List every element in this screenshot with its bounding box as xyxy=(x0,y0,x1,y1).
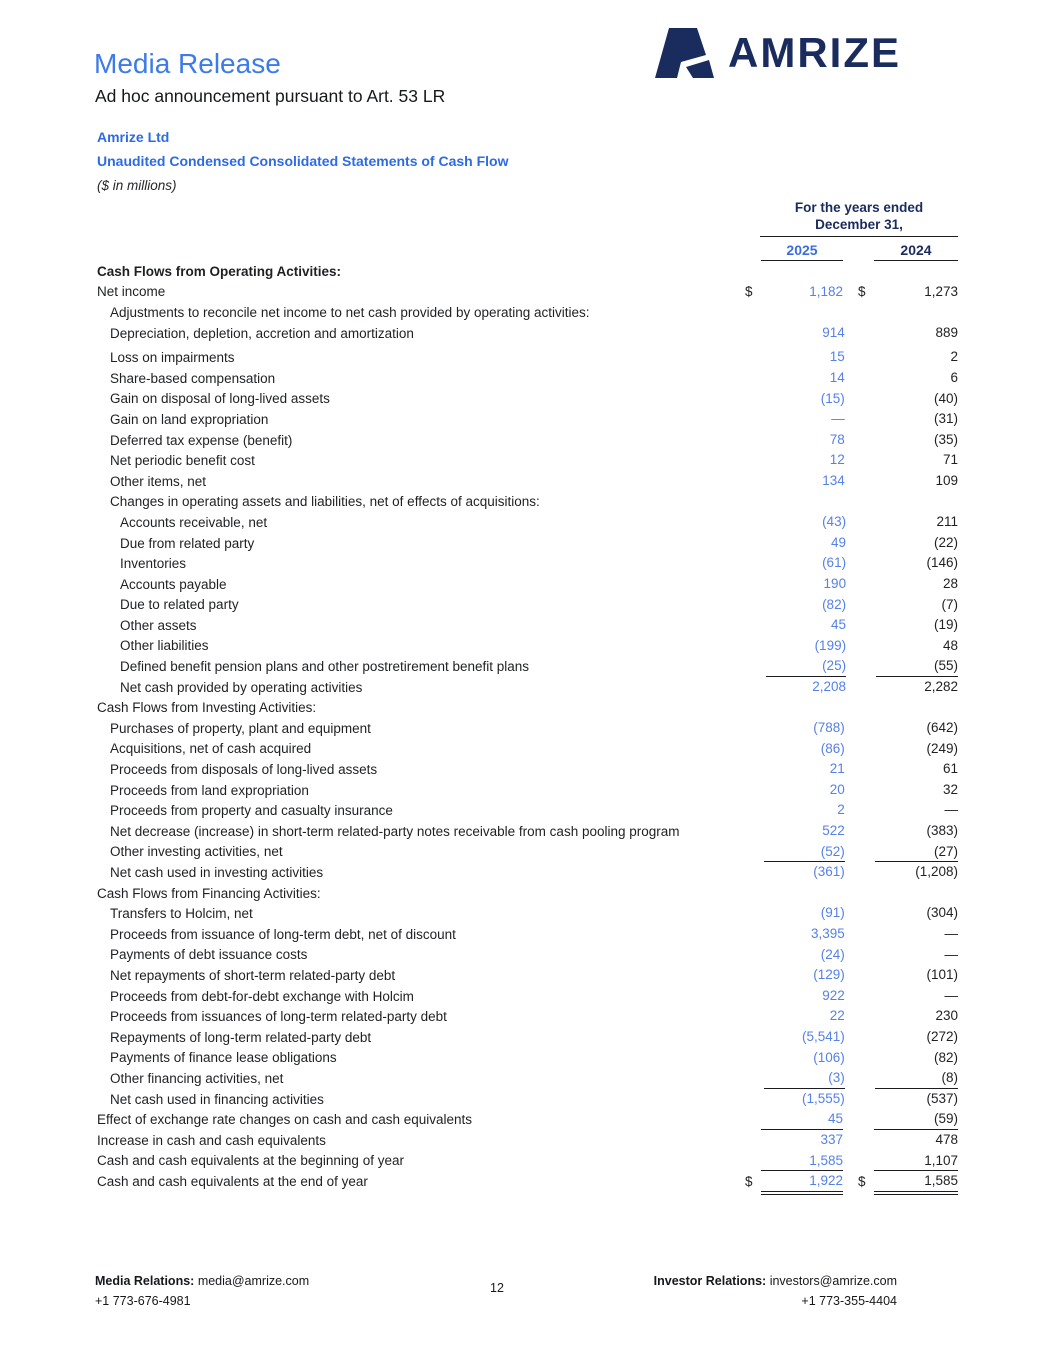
table-row xyxy=(97,368,958,389)
value-2024: — xyxy=(944,802,959,818)
row-label: Net cash used in financing activities xyxy=(110,1091,324,1107)
table-row xyxy=(97,862,958,883)
value-2024: (82) xyxy=(934,1049,959,1065)
table-row xyxy=(97,347,958,368)
value-2025: (91) xyxy=(820,905,845,921)
row-label: Accounts receivable, net xyxy=(120,514,268,530)
row-label: Increase in cash and cash equivalents xyxy=(97,1132,326,1148)
value-2024: 211 xyxy=(936,514,958,530)
media-relations-phone: +1 773-676-4981 xyxy=(95,1294,191,1308)
value-2025 xyxy=(761,261,843,282)
row-label: Proceeds from property and casualty insurance xyxy=(110,803,393,819)
value-2024: (59) xyxy=(874,1109,958,1130)
row-label: Due from related party xyxy=(120,535,255,551)
value-2024: (383) xyxy=(926,823,959,839)
media-relations-email: media@amrize.com xyxy=(197,1274,310,1288)
statement-title: Unaudited Condensed Consolidated Statements of Cash Flow xyxy=(97,153,509,169)
row-label: Other assets xyxy=(120,617,197,633)
value-2024: (146) xyxy=(926,555,958,571)
value-2024: 230 xyxy=(935,1008,959,1024)
row-label: Other financing activities, net xyxy=(110,1070,284,1086)
table-row xyxy=(97,1048,958,1069)
value-2025: 45 xyxy=(831,617,847,633)
value-2025: 12 xyxy=(829,452,845,468)
company-name: Amrize Ltd xyxy=(97,129,170,145)
value-2025: (82) xyxy=(822,596,847,612)
row-label: Proceeds from land expropriation xyxy=(110,782,309,798)
row-label: Changes in operating assets and liabilities, net of effects of acquisitions: xyxy=(110,494,540,510)
value-2025: 522 xyxy=(822,823,845,839)
row-label: Share-based compensation xyxy=(110,370,276,386)
value-2025 xyxy=(761,697,843,718)
table-row xyxy=(97,780,958,801)
value-2025: 1,182 xyxy=(809,283,843,299)
table-row xyxy=(97,1171,958,1192)
page-number: 12 xyxy=(490,1281,504,1295)
value-2025: 134 xyxy=(822,472,845,488)
footer-investor-relations xyxy=(654,1271,897,1311)
value-2025: (25) xyxy=(766,656,846,677)
table-row xyxy=(97,389,958,410)
period-header xyxy=(760,197,958,237)
value-2024: 2,282 xyxy=(924,678,958,694)
value-2025: 914 xyxy=(822,324,845,340)
value-2024: 6 xyxy=(950,369,959,385)
value-2024: — xyxy=(944,926,959,941)
value-2024: (31) xyxy=(934,411,959,427)
row-label: Payments of debt issuance costs xyxy=(110,947,308,963)
value-2024: (7) xyxy=(941,596,958,612)
row-label: Cash Flows from Financing Activities: xyxy=(97,885,321,901)
table-row xyxy=(97,282,958,303)
row-label: Cash and cash equivalents at the beginning of year xyxy=(97,1153,404,1169)
row-label: Adjustments to reconcile net income to net cash provided by operating activities: xyxy=(110,304,590,320)
column-header-2025: 2025 xyxy=(761,241,843,261)
row-label: Proceeds from issuances of long-term related-party debt xyxy=(110,1009,447,1025)
amrize-logo xyxy=(653,26,901,79)
row-label: Proceeds from debt-for-debt exchange with Holcim xyxy=(110,988,414,1004)
table-row xyxy=(97,842,958,863)
value-2024: 478 xyxy=(935,1131,958,1147)
value-2024 xyxy=(875,492,958,513)
value-2024 xyxy=(875,302,958,323)
value-2025: 15 xyxy=(829,349,845,365)
value-2024: (22) xyxy=(933,534,958,550)
row-label: Inventories xyxy=(120,556,187,572)
value-2024: 48 xyxy=(942,637,958,653)
value-2024: — xyxy=(944,946,959,962)
row-label: Purchases of property, plant and equipment xyxy=(110,720,371,736)
value-2025: 1,585 xyxy=(761,1151,843,1172)
table-row xyxy=(97,677,958,698)
value-2024: 61 xyxy=(943,761,959,777)
row-label: Other items, net xyxy=(110,473,207,489)
table-row xyxy=(97,739,958,760)
dollar-sign-2025: $ xyxy=(745,284,753,300)
table-row xyxy=(97,261,958,282)
row-label: Loss on impairments xyxy=(110,350,235,366)
page-title: Media Release xyxy=(94,48,281,79)
row-label: Deferred tax expense (benefit) xyxy=(110,432,293,448)
value-2025: (129) xyxy=(813,967,845,983)
table-row xyxy=(97,302,958,323)
value-2024: 28 xyxy=(942,575,958,591)
table-row xyxy=(97,903,958,924)
row-label: Payments of finance lease obligations xyxy=(110,1050,337,1066)
period-header-line2: December 31, xyxy=(815,217,903,232)
table-row xyxy=(97,965,958,986)
table-row xyxy=(97,409,958,430)
value-2024: (1,208) xyxy=(915,864,959,880)
value-2025 xyxy=(761,883,843,904)
dollar-sign-2024: $ xyxy=(858,1173,866,1189)
cash-flow-table xyxy=(97,197,958,1192)
value-2024: 71 xyxy=(943,452,959,468)
value-2025 xyxy=(764,492,845,513)
value-2025: 1,922 xyxy=(761,1171,843,1192)
value-2024: (40) xyxy=(934,390,959,406)
row-label: Accounts payable xyxy=(120,576,227,592)
page-subtitle: Ad hoc announcement pursuant to Art. 53 LR xyxy=(95,86,446,106)
units-note: ($ in millions) xyxy=(97,178,177,193)
value-2025: 21 xyxy=(829,761,845,777)
value-2024: 1,585 xyxy=(874,1171,958,1192)
value-2024: 1,273 xyxy=(924,283,958,299)
table-row xyxy=(97,492,958,513)
amrize-logo-text: AMRIZE xyxy=(728,28,901,76)
value-2025: (15) xyxy=(820,390,845,406)
value-2025: (3) xyxy=(764,1068,845,1089)
row-label: Cash and cash equivalents at the end of year xyxy=(97,1173,368,1189)
row-label: Net cash provided by operating activities xyxy=(120,679,363,695)
value-2025: (361) xyxy=(813,864,845,880)
row-label: Net periodic benefit cost xyxy=(110,453,255,469)
table-row xyxy=(97,574,958,595)
table-row xyxy=(97,471,958,492)
value-2024: 109 xyxy=(935,472,959,488)
value-2025: (61) xyxy=(822,555,847,571)
table-row xyxy=(97,1089,958,1110)
row-label: Net repayments of short-term related-party debt xyxy=(110,967,396,983)
value-2024: (19) xyxy=(933,617,958,633)
table-row xyxy=(97,1068,958,1089)
value-2024: (249) xyxy=(926,740,959,756)
dollar-sign-2024: $ xyxy=(858,284,866,300)
value-2025: (1,555) xyxy=(801,1090,845,1106)
table-row xyxy=(97,821,958,842)
table-row xyxy=(97,1027,958,1048)
table-row xyxy=(97,718,958,739)
table-row xyxy=(97,1006,958,1027)
value-2025: — xyxy=(831,411,845,427)
value-2024 xyxy=(874,697,958,718)
value-2025: (5,541) xyxy=(801,1028,845,1044)
value-2024: (642) xyxy=(926,720,959,736)
row-label: Other investing activities, net xyxy=(110,844,283,860)
year-header-row xyxy=(97,241,958,260)
table-row xyxy=(97,1130,958,1151)
row-label: Repayments of long-term related-party debt xyxy=(110,1029,372,1045)
value-2025: 337 xyxy=(820,1131,843,1147)
table-row xyxy=(97,924,958,945)
value-2024: (304) xyxy=(926,905,959,921)
table-row xyxy=(97,553,958,574)
value-2024: (537) xyxy=(926,1090,959,1106)
value-2024: (27) xyxy=(875,842,958,863)
row-label: Gain on land expropriation xyxy=(110,411,269,427)
value-2024: — xyxy=(944,987,959,1003)
table-row xyxy=(97,986,958,1007)
value-2025: 78 xyxy=(829,431,845,447)
value-2024: (55) xyxy=(876,656,958,677)
investor-relations-phone: +1 773-355-4404 xyxy=(801,1294,897,1308)
value-2024: (272) xyxy=(926,1028,959,1044)
period-header-line1: For the years ended xyxy=(794,200,924,215)
table-row xyxy=(97,1109,958,1130)
row-label: Net cash used in investing activities xyxy=(110,865,324,881)
value-2025: 22 xyxy=(829,1008,845,1024)
table-row xyxy=(97,533,958,554)
row-label: Acquisitions, net of cash acquired xyxy=(110,741,312,757)
value-2025: 49 xyxy=(831,534,847,550)
value-2025: (43) xyxy=(822,514,847,530)
table-row xyxy=(97,430,958,451)
row-label: Net decrease (increase) in short-term related-party notes receivable from cash pooling program xyxy=(110,823,680,839)
value-2025: 14 xyxy=(829,369,845,385)
value-2025: 922 xyxy=(822,987,845,1003)
value-2025: (86) xyxy=(820,740,845,756)
value-2024: 2 xyxy=(950,349,959,365)
value-2024: 1,107 xyxy=(874,1151,958,1172)
value-2024 xyxy=(874,261,958,282)
value-2025: 20 xyxy=(829,781,845,797)
investor-relations-label: Investor Relations: xyxy=(653,1274,767,1288)
row-label: Gain on disposal of long-lived assets xyxy=(110,391,330,407)
table-row xyxy=(97,512,958,533)
value-2024: 889 xyxy=(935,324,959,340)
table-row xyxy=(97,759,958,780)
column-header-2024: 2024 xyxy=(874,241,958,261)
table-row xyxy=(97,323,958,344)
table-row xyxy=(97,615,958,636)
value-2025: 3,395 xyxy=(810,926,845,941)
value-2025: (52) xyxy=(764,842,845,863)
row-label: Defined benefit pension plans and other postretirement benefit plans xyxy=(120,659,530,675)
row-label: Proceeds from issuance of long-term debt, net of discount xyxy=(110,926,456,942)
value-2025: 2 xyxy=(837,802,845,818)
row-label: Depreciation, depletion, accretion and amortization xyxy=(110,325,414,341)
table-row xyxy=(97,697,958,718)
table-row xyxy=(97,636,958,657)
row-label: Other liabilities xyxy=(120,638,209,654)
row-label: Cash Flows from Operating Activities: xyxy=(97,263,342,279)
value-2025: (788) xyxy=(813,720,845,736)
value-2025: 45 xyxy=(761,1109,843,1130)
value-2025: (24) xyxy=(820,946,845,962)
value-2025: (199) xyxy=(814,637,847,653)
row-label: Net income xyxy=(97,284,166,300)
value-2025: (106) xyxy=(813,1049,845,1065)
row-label: Due to related party xyxy=(120,597,239,613)
value-2025 xyxy=(764,302,845,323)
investor-relations-email: investors@amrize.com xyxy=(769,1274,897,1288)
amrize-a-mark-icon xyxy=(653,26,715,79)
table-row xyxy=(97,800,958,821)
table-row xyxy=(97,883,958,904)
table-row xyxy=(97,945,958,966)
value-2024: 32 xyxy=(943,781,959,797)
table-row xyxy=(97,450,958,471)
value-2025: 190 xyxy=(823,575,847,591)
dollar-sign-2025: $ xyxy=(745,1173,753,1189)
value-2024 xyxy=(874,883,958,904)
row-label: Cash Flows from Investing Activities: xyxy=(97,700,317,716)
row-label: Effect of exchange rate changes on cash and cash equivalents xyxy=(97,1112,473,1128)
value-2025: 2,208 xyxy=(812,678,847,694)
row-label: Proceeds from disposals of long-lived assets xyxy=(110,762,378,778)
row-label: Transfers to Holcim, net xyxy=(110,906,253,922)
value-2024: (101) xyxy=(926,967,959,983)
cashflow-rows xyxy=(97,261,958,1192)
media-relations-label: Media Relations: xyxy=(95,1274,195,1288)
table-row xyxy=(97,1151,958,1172)
value-2024: (35) xyxy=(934,431,959,447)
table-row xyxy=(97,595,958,616)
table-row xyxy=(97,656,958,677)
value-2024: (8) xyxy=(875,1068,958,1089)
